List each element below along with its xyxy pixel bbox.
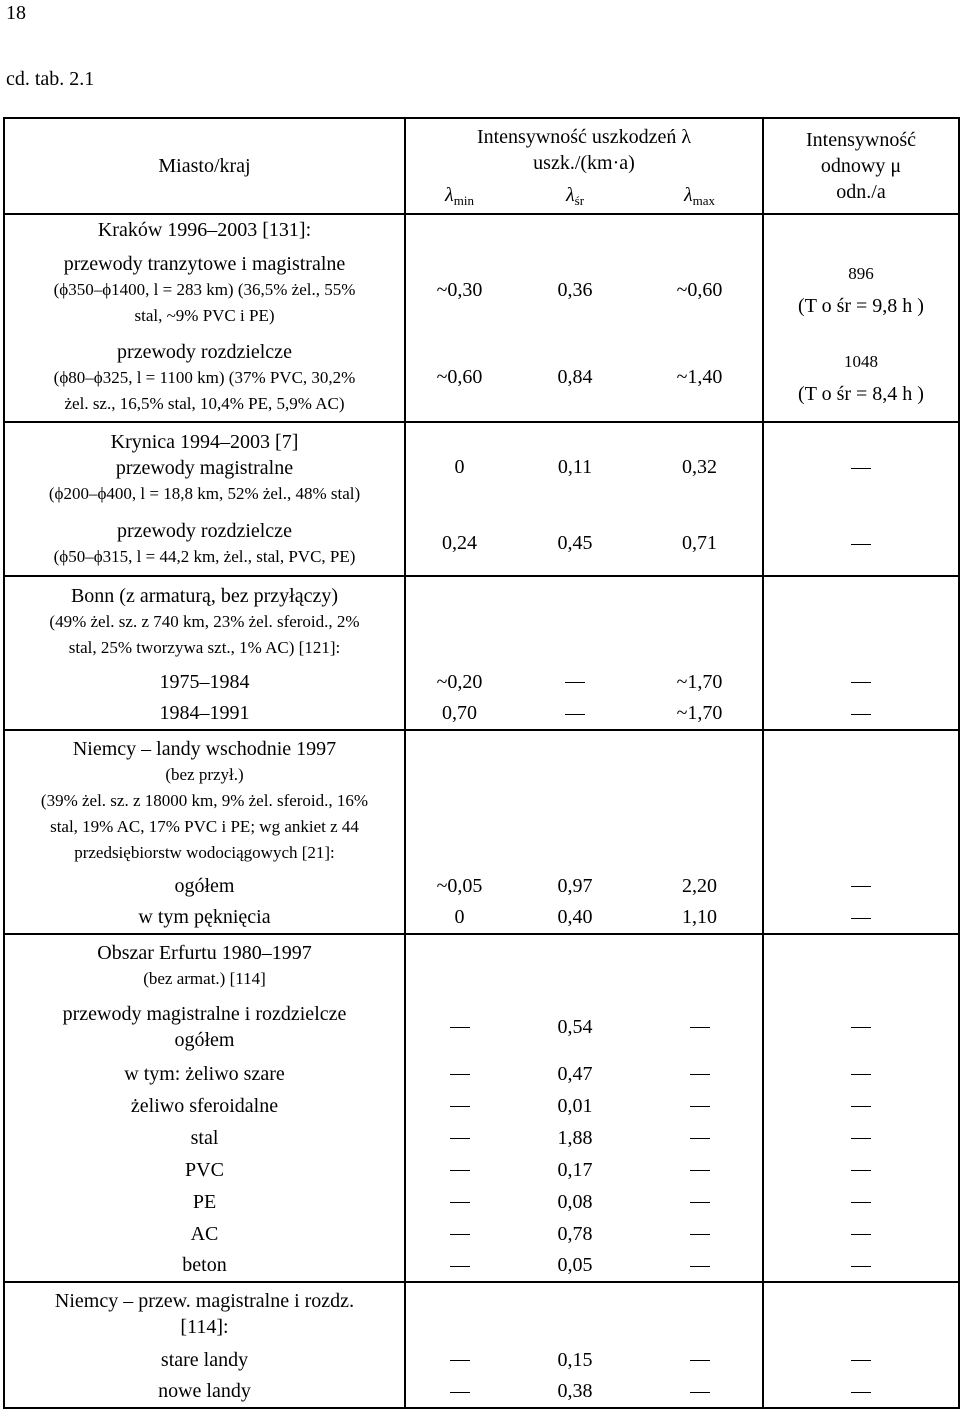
erfurt-row-renewal [763,1090,959,1122]
erfurt-row-renewal [763,1250,959,1282]
table-row [4,1186,959,1218]
erfurt-row-label: beton [4,1250,405,1282]
erfurt-row-min [405,1218,513,1250]
bonn-1975-sr [513,666,637,698]
krynica-main-renewal [763,422,959,512]
erfurt-row-max [637,1250,763,1282]
erfurt-row-max [637,1058,763,1090]
krynica-distribution-renewal [763,512,959,576]
krynica-main-min: 0 [405,422,513,512]
header-lambda-sr: $\lambda_{śr}$ [565,184,585,208]
erfurt-row-min [405,1250,513,1282]
erfurt-row-renewal [763,1058,959,1090]
table-row [4,1250,959,1282]
niemcy-mains-label: Niemcy – przew. magistralne i rozdz. [114]: [4,1282,405,1344]
erfurt-row-renewal [763,1186,959,1218]
bonn-1975-label: 1975–1984 [4,666,405,698]
krakow-transit-renewal: 896 (T o śr = 9,8 h ) [763,246,959,334]
niemcy-old-sr: 0,15 [557,1348,593,1371]
header-lambda-max: $\lambda_{max}$ [637,180,763,214]
erfurt-label: Obszar Erfurtu 1980–1997 (bez armat.) [114] [4,934,405,996]
niemcy-new-label: nowe landy [4,1376,405,1408]
bonn-1984-sr [513,698,637,730]
krynica-main-max: 0,32 [637,422,763,512]
erfurt-row-label: PVC [4,1154,405,1186]
krakow-title: Kraków 1996–2003 [131]: [4,214,405,246]
erfurt-row-sr: 1,88 [557,1126,593,1149]
table-row [4,1218,959,1250]
krakow-distribution-max: ~1,40 [637,334,763,422]
erfurt-row-max [637,1186,763,1218]
erfurt-total-label: przewody magistralne i rozdzielcze ogółem [4,996,405,1058]
niemcy-east-cracks-sr: 0,40 [557,906,593,928]
krynica-distribution-label: przewody rozdzielcze (ϕ50–ϕ315, l = 44,2 km, żel., stal, PVC, PE) [4,512,405,576]
niemcy-east-total-label: ogółem [4,870,405,902]
erfurt-row-sr: 0,78 [557,1222,593,1245]
header-lambda-min: $\lambda_{min}$ [445,184,474,208]
niemcy-old-max [637,1344,763,1376]
bonn-1984-min: 0,70 [442,702,477,724]
erfurt-row-min [405,1186,513,1218]
krynica-main-label: Krynica 1994–2003 [7] przewody magistralne (ϕ200–ϕ400, l = 18,8 km, 52% żel., 48% stal) [4,422,405,512]
bonn-1975-max: ~1,70 [637,666,763,698]
niemcy-east-total-renewal [763,870,959,902]
erfurt-row-label: w tym: żeliwo szare [4,1058,405,1090]
erfurt-row-label: stal [4,1122,405,1154]
erfurt-row-label: AC [4,1218,405,1250]
table-row [4,1058,959,1090]
niemcy-east-cracks-max: 1,10 [637,902,763,934]
erfurt-row-sr: 0,17 [557,1158,593,1181]
erfurt-row-max [637,1122,763,1154]
erfurt-row-sr: 0,47 [557,1062,593,1085]
erfurt-row-min [405,1058,513,1090]
krakow-transit-max: ~0,60 [637,246,763,334]
erfurt-row-sr: 0,01 [557,1094,593,1117]
erfurt-total-min [405,996,513,1058]
krakow-transit-min: ~0,30 [436,278,483,301]
page-number: 18 [6,2,26,24]
bonn-label: Bonn (z armaturą, bez przyłączy) (49% żel. sz. z 740 km, 23% żel. sferoid., 2% stal, 25% tworzywa szt., 1% AC) [121]: [4,576,405,666]
erfurt-row-max [637,1090,763,1122]
erfurt-total-sr: 0,54 [557,1015,593,1038]
krakow-distribution-label: przewody rozdzielcze (ϕ80–ϕ325, l = 1100 km) (37% PVC, 30,2% żel. sz., 16,5% stal, 10,4% PE, 5,9% AC) [4,334,405,422]
krakow-distribution-sr: 0,84 [557,366,593,388]
krakow-transit-sr: 0,36 [557,278,593,301]
krakow-transit-label: przewody tranzytowe i magistralne (ϕ350–ϕ1400, l = 283 km) (36,5% żel., 55% stal, ~9% PVC i PE) [4,246,405,334]
niemcy-east-cracks-min: 0 [454,906,465,928]
erfurt-row-min [405,1090,513,1122]
erfurt-row-label: PE [4,1186,405,1218]
erfurt-row-min [405,1122,513,1154]
header-city: Miasto/kraj [4,118,405,214]
krynica-distribution-max: 0,71 [637,512,763,576]
erfurt-row-min [405,1154,513,1186]
niemcy-old-renewal [763,1344,959,1376]
failure-intensity-table [3,117,960,1409]
erfurt-row-label: żeliwo sferoidalne [4,1090,405,1122]
niemcy-new-renewal [763,1376,959,1408]
erfurt-row-sr: 0,05 [557,1254,593,1276]
erfurt-total-renewal [763,996,959,1058]
niemcy-new-min [405,1376,513,1408]
niemcy-east-cracks-renewal [763,902,959,934]
erfurt-row-max [637,1154,763,1186]
table-caption: cd. tab. 2.1 [6,68,95,90]
table-row [4,1122,959,1154]
niemcy-east-total-min: ~0,05 [436,874,483,897]
erfurt-row-renewal [763,1154,959,1186]
niemcy-east-cracks-label: w tym pęknięcia [4,902,405,934]
erfurt-row-max [637,1218,763,1250]
erfurt-row-renewal [763,1122,959,1154]
krynica-distribution-min: 0,24 [442,532,477,554]
niemcy-old-min [405,1344,513,1376]
table-row [4,1154,959,1186]
niemcy-new-sr: 0,38 [513,1376,637,1408]
erfurt-row-renewal [763,1218,959,1250]
krakow-distribution-min: ~0,60 [436,366,483,388]
niemcy-new-max [637,1376,763,1408]
niemcy-east-total-sr: 0,97 [557,874,593,897]
bonn-1975-renewal [763,666,959,698]
krynica-distribution-sr: 0,45 [557,532,593,554]
niemcy-old-label: stare landy [4,1344,405,1376]
erfurt-row-sr: 0,08 [557,1190,593,1213]
krynica-main-sr: 0,11 [513,422,637,512]
bonn-1984-label: 1984–1991 [4,698,405,730]
niemcy-east-total-max: 2,20 [637,870,763,902]
erfurt-total-max [637,996,763,1058]
niemcy-east-label: Niemcy – landy wschodnie 1997 (bez przył.) (39% żel. sz. z 18000 km, 9% żel. sferoid., 16% stal, 19% AC, 17% PVC i PE; wg ankiet z 44 przedsiębiorstw wodociągowych [21]: [4,730,405,870]
bonn-1975-min: ~0,20 [436,670,483,693]
krakow-distribution-renewal: 1048 (T o śr = 8,4 h ) [763,334,959,422]
bonn-1984-renewal [763,698,959,730]
table-row [4,1090,959,1122]
header-intensity: Intensywność uszkodzeń λ uszk./(km·a) [405,118,763,180]
header-renewal: Intensywność odnowy μ odn./a [763,118,959,214]
bonn-1984-max: ~1,70 [637,698,763,730]
